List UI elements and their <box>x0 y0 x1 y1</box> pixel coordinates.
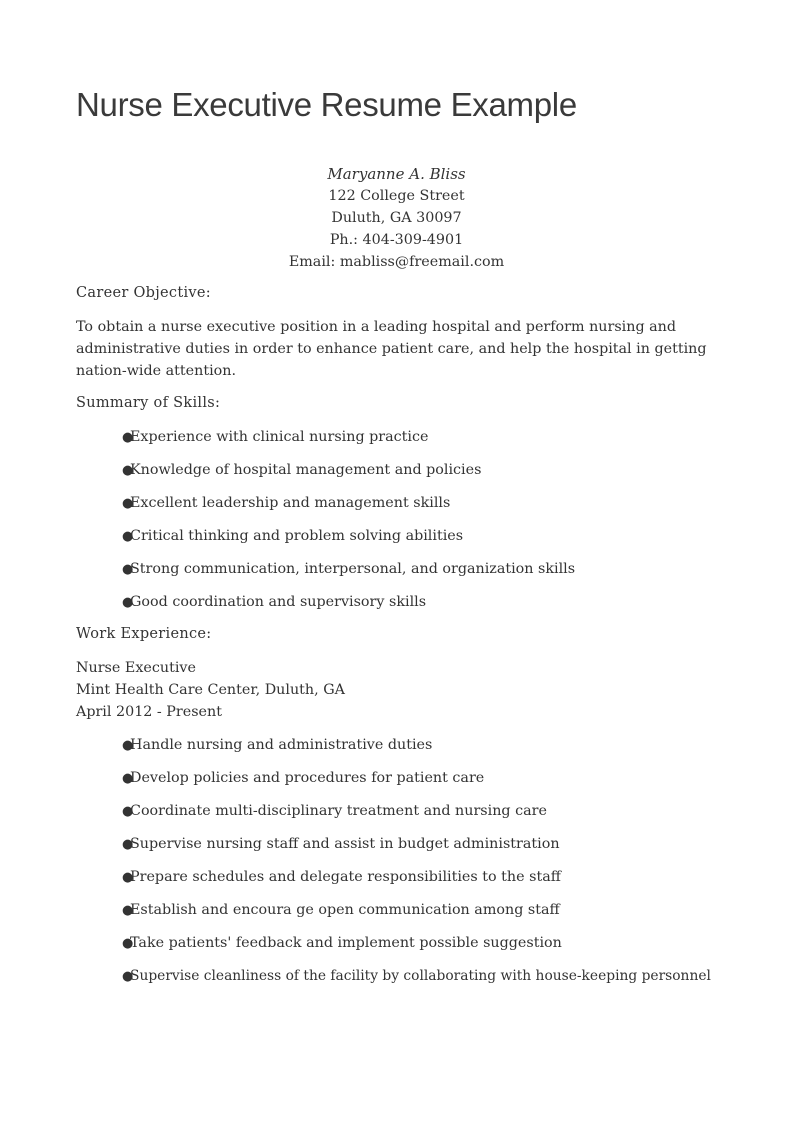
job-employer: Mint Health Care Center, Duluth, GA <box>76 682 345 698</box>
duty-item: ●Supervise cleanliness of the facility by collaborating with house-keeping personnel <box>122 965 711 998</box>
duty-item: ●Coordinate multi-disciplinary treatment and nursing care <box>122 800 711 833</box>
job-details <box>76 657 345 723</box>
duty-item: ●Establish and encoura ge open communication among staff <box>122 899 711 932</box>
skill-item: ●Excellent leadership and management skills <box>122 492 575 525</box>
bullet-icon: ● <box>122 936 134 951</box>
bullet-icon: ● <box>122 837 134 852</box>
job-dates: April 2012 - Present <box>76 704 222 720</box>
candidate-name: Maryanne A. Bliss <box>327 165 466 183</box>
skill-item: ●Experience with clinical nursing practice <box>122 426 575 459</box>
duties-list <box>122 734 711 998</box>
job-position: Nurse Executive <box>76 660 196 676</box>
skills-list <box>122 426 575 624</box>
career-objective-text: To obtain a nurse executive position in a leading hospital and perform nursing and administrative duties in order to enhance patient care, and help the hospital in getting nation-wide attention. <box>76 319 707 379</box>
skill-item: ●Knowledge of hospital management and policies <box>122 459 575 492</box>
bullet-icon: ● <box>122 771 134 786</box>
bullet-icon: ● <box>122 595 134 610</box>
bullet-icon: ● <box>122 738 134 753</box>
skills-heading: Summary of Skills: <box>76 395 221 411</box>
career-objective-heading: Career Objective: <box>76 285 211 301</box>
phone-number: Ph.: 404-309-4901 <box>329 232 464 248</box>
contact-block <box>0 163 793 273</box>
skill-item: ●Critical thinking and problem solving abilities <box>122 525 575 558</box>
bullet-icon: ● <box>122 804 134 819</box>
bullet-icon: ● <box>122 463 134 478</box>
bullet-icon: ● <box>122 969 134 984</box>
duty-item: ●Handle nursing and administrative duties <box>122 734 711 767</box>
bullet-icon: ● <box>122 903 134 918</box>
bullet-icon: ● <box>122 529 134 544</box>
city-address: Duluth, GA 30097 <box>331 210 462 226</box>
duty-item: ●Take patients' feedback and implement possible suggestion <box>122 932 711 965</box>
duty-item: ●Develop policies and procedures for patient care <box>122 767 711 800</box>
duty-item: ●Prepare schedules and delegate responsibilities to the staff <box>122 866 711 899</box>
email-address: Email: mabliss@freemail.com <box>288 254 505 270</box>
bullet-icon: ● <box>122 870 134 885</box>
page-title: Nurse Executive Resume Example <box>76 86 577 123</box>
skill-item: ●Strong communication, interpersonal, and organization skills <box>122 558 575 591</box>
street-address: 122 College Street <box>328 188 465 204</box>
bullet-icon: ● <box>122 430 134 445</box>
skill-item: ●Good coordination and supervisory skills <box>122 591 575 624</box>
duty-item: ●Supervise nursing staff and assist in budget administration <box>122 833 711 866</box>
work-experience-heading: Work Experience: <box>76 626 212 642</box>
bullet-icon: ● <box>122 562 134 577</box>
bullet-icon: ● <box>122 496 134 511</box>
